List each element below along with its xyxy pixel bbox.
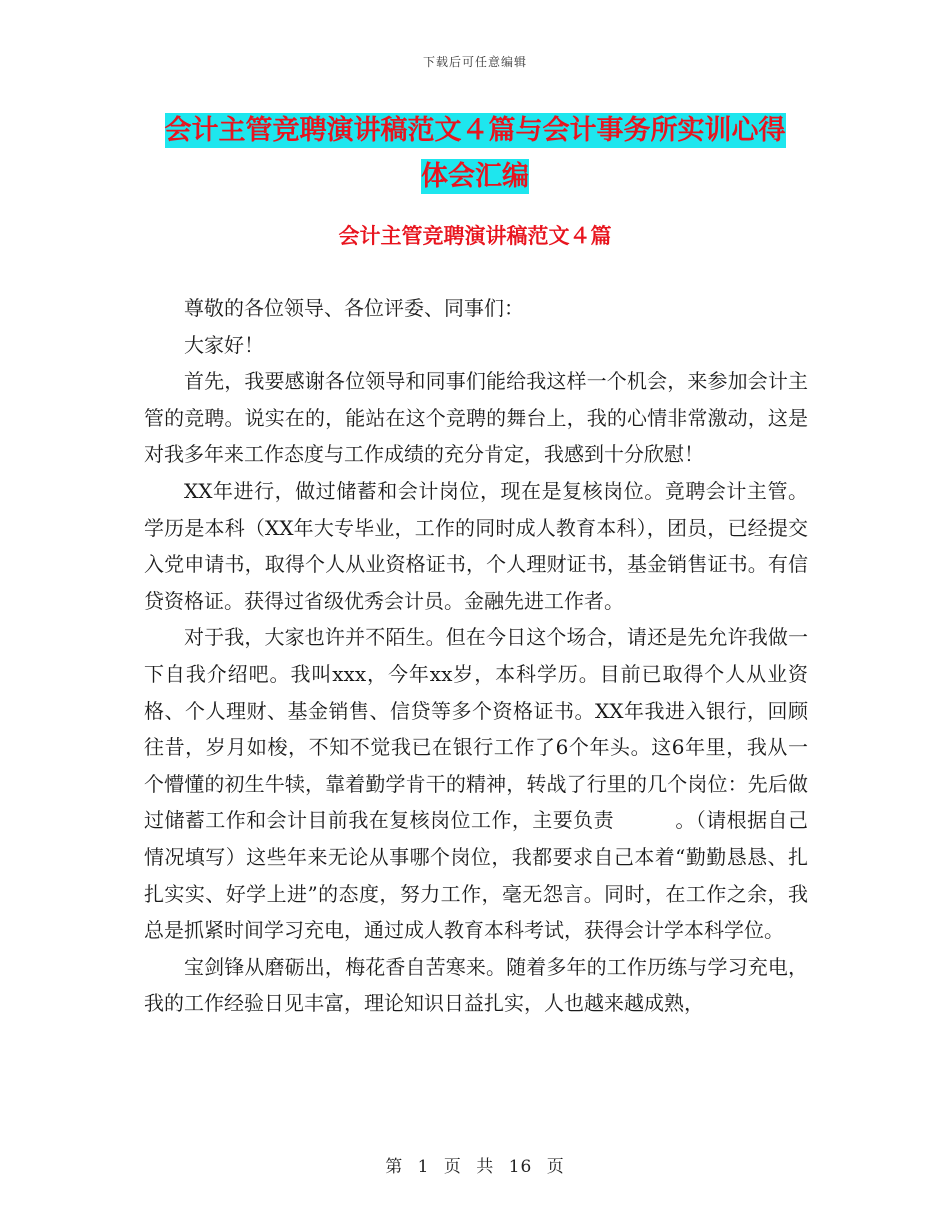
paragraph-background: XX年进行，做过储蓄和会计岗位，现在是复核岗位。竟聘会计主管。学历是本科（XX年大专毕业，工作的同时成人教育本科），团员，已经提交入党申请书，取得个人从业资格证书，个人理财证书，基金销售证书。有信贷资格证。获得过省级优秀会计员。金融先进工作者。 xyxy=(144,478,808,613)
page-prefix: 第 xyxy=(385,1157,404,1177)
paragraph-salutation: 尊敬的各位领导、各位评委、同事们： xyxy=(184,296,524,320)
page-footer xyxy=(0,1152,950,1177)
page-total-prefix: 共 xyxy=(476,1157,495,1177)
section-title: 会计主管竞聘演讲稿范文４篇 xyxy=(338,223,612,248)
document-title-line-1: 会计主管竞聘演讲稿范文４篇与会计事务所实训心得 xyxy=(164,115,786,146)
page-mid: 页 xyxy=(443,1157,462,1177)
page-current: 1 xyxy=(417,1157,430,1177)
header-note: 下载后可任意编辑 xyxy=(422,55,527,69)
document-title xyxy=(150,108,800,200)
document-body xyxy=(144,290,808,1022)
page-suffix: 页 xyxy=(546,1157,565,1177)
paragraph-experience: 宝剑锋从磨砺出，梅花香自苦寒来。随着多年的工作历练与学习充电，我的工作经验日见丰富，理论知识日益扎实，人也越来越成熟， xyxy=(144,954,808,1016)
paragraph-greeting: 大家好！ xyxy=(184,332,264,357)
document-title-line-2: 体会汇编 xyxy=(421,161,529,192)
paragraph-introduction: 对于我，大家也许并不陌生。但在今日这个场合，请还是先允许我做一下自我介绍吧。我叫xxx，今年xx岁，本科学历。目前已取得个人从业资格、个人理财、基金销售、信贷等多个资格证书。XX年我进入银行，回顾往昔，岁月如梭，不知不觉我已在银行工作了6个年头。这6年里，我从一个懵懂的初生牛犊，靠着勤学肯干的精神，转战了行里的几个岗位：先后做过储蓄工作和会计目前我在复核岗位工作，主要负责 。（请根据自己情况填写）这些年来无论从事哪个岗位，我都要求自己本着“勤勤恳恳、扎扎实实、好学上进”的态度，努力工作，毫无怨言。同时，在工作之余，我总是抓紧时间学习充电，通过成人教育本科考试，获得会计学本科学位。 xyxy=(144,625,808,943)
paragraph-thanks: 首先，我要感谢各位领导和同事们能给我这样一个机会，来参加会计主管的竞聘。说实在的，能站在这个竞聘的舞台上，我的心情非常激动，这是对我多年来工作态度与工作成绩的充分肯定，我感到十分欣慰！ xyxy=(144,369,808,467)
page-total: 16 xyxy=(508,1157,533,1177)
